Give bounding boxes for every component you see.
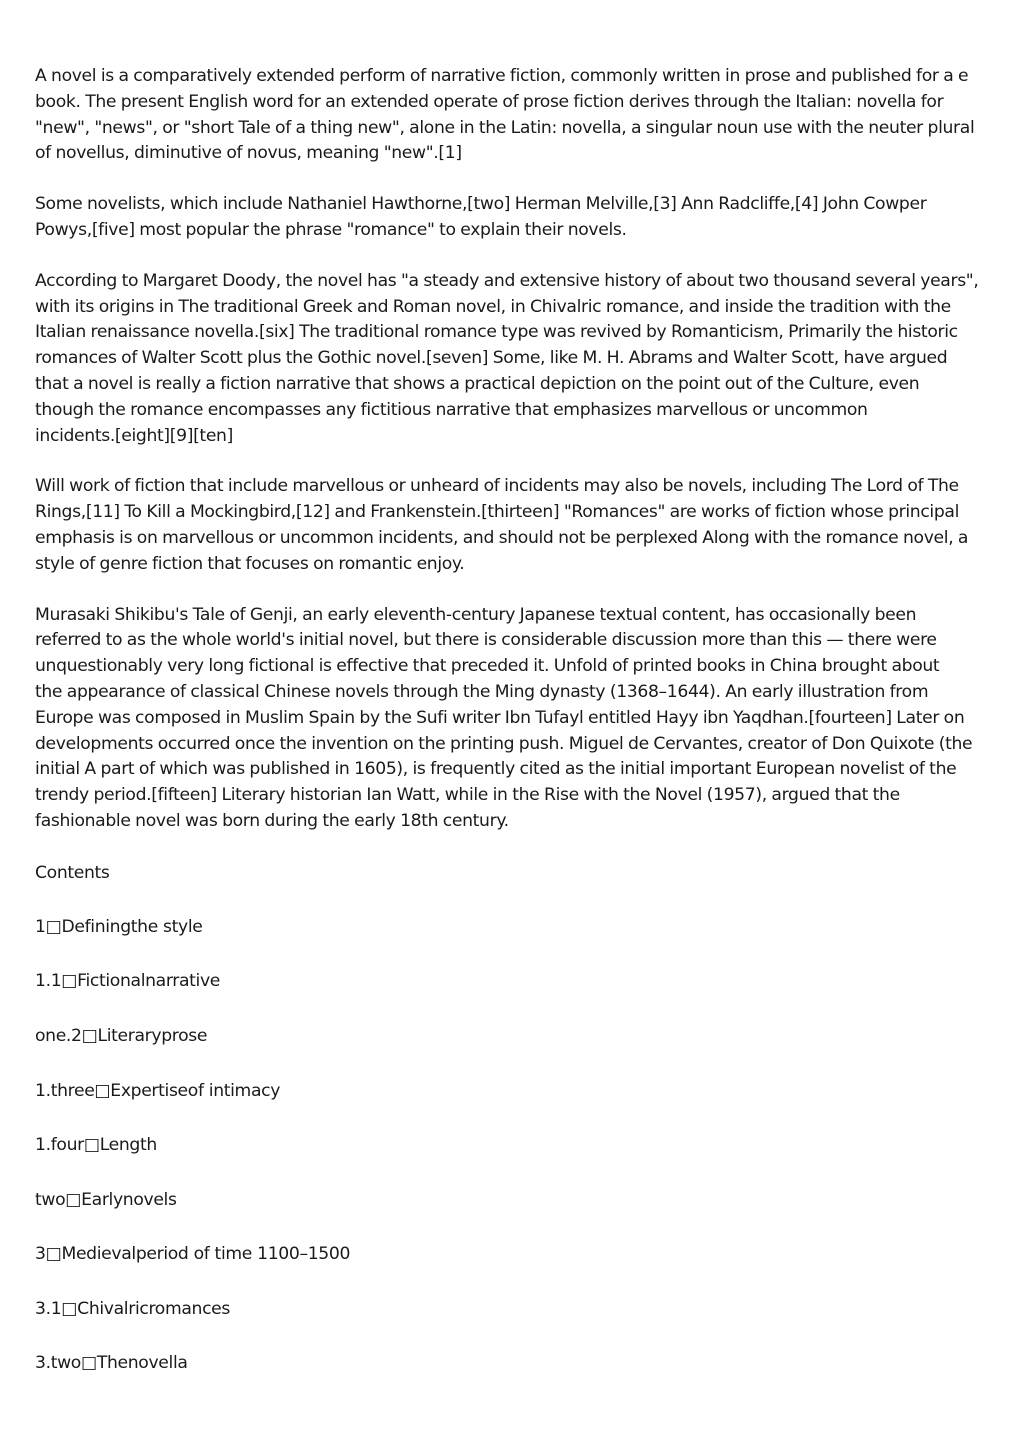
text-line: incidents.[eight][9][ten] xyxy=(35,425,233,446)
contents-item[interactable]: two□Earlynovels xyxy=(35,1189,177,1210)
text-line: Powys,[five] most popular the phrase "romance" to explain their novels. xyxy=(35,219,627,240)
contents-item[interactable]: 3.two□Thenovella xyxy=(35,1353,188,1374)
text-line: though the romance encompasses any fictitious narrative that emphasizes marvellous or uncommon xyxy=(35,399,868,420)
text-line: Will work of fiction that include marvellous or unheard of incidents may also be novels, including The Lord of The xyxy=(35,476,959,497)
text-line: that a novel is really a fiction narrative that shows a practical depiction on the point out of the Culture, even xyxy=(35,373,920,394)
text-line: style of genre fiction that focuses on romantic enjoy. xyxy=(35,553,465,574)
text-line: book. The present English word for an extended operate of prose fiction derives through the Italian: novella for xyxy=(35,91,944,112)
text-line: the appearance of classical Chinese novels through the Ming dynasty (1368–1644). An early illustration from xyxy=(35,681,929,702)
contents-item[interactable]: 1.three□Expertiseof intimacy xyxy=(35,1080,281,1101)
paragraph-early-novels xyxy=(35,603,995,835)
contents-item[interactable]: 3.1□Chivalricromances xyxy=(35,1298,231,1319)
paragraph-novel-definition xyxy=(35,64,995,167)
text-line: unquestionably very long fictional is effective that preceded it. Unfold of printed books in China brought about xyxy=(35,656,940,677)
text-line: A novel is a comparatively extended perform of narrative fiction, commonly written in prose and published for a e xyxy=(35,66,969,86)
text-line: Italian renaissance novella.[six] The traditional romance type was revived by Romanticism, Primarily the historic xyxy=(35,322,958,343)
text-line: Europe was composed in Muslim Spain by the Sufi writer Ibn Tufayl entitled Hayy ibn Yaqdhan.[fourteen] Later on xyxy=(35,707,965,728)
text-line: trendy period.[fifteen] Literary historian Ian Watt, while in the Rise with the Novel (1957), argued that the xyxy=(35,785,900,806)
contents-item[interactable]: 1.1□Fictionalnarrative xyxy=(35,971,221,992)
document-page xyxy=(35,64,995,1405)
text-line: initial A part of which was published in 1605), is frequently cited as the initial important European novelist of the xyxy=(35,759,957,780)
contents-item[interactable]: 1□Definingthe style xyxy=(35,916,203,937)
text-line: Rings,[11] To Kill a Mockingbird,[12] and Frankenstein.[thirteen] "Romances" are works of fiction whose principal xyxy=(35,502,960,523)
paragraph-marvellous-incidents xyxy=(35,474,995,577)
paragraph-doody-history xyxy=(35,269,995,450)
text-line: fashionable novel was born during the early 18th century. xyxy=(35,810,509,831)
paragraph-novelists-romance xyxy=(35,192,995,244)
text-line: developments occurred once the invention on the printing push. Miguel de Cervantes, creator of Don Quixote (the xyxy=(35,733,973,754)
text-line: Murasaki Shikibu's Tale of Genji, an early eleventh-century Japanese textual content, has occasionally been xyxy=(35,604,917,625)
text-line: Some novelists, which include Nathaniel Hawthorne,[two] Herman Melville,[3] Ann Radcliffe,[4] John Cowper xyxy=(35,194,927,215)
text-line: referred to as the whole world's initial novel, but there is considerable discussion more than this — there were xyxy=(35,630,937,651)
text-line: of novellus, diminutive of novus, meaning "new".[1] xyxy=(35,143,462,164)
text-line: romances of Walter Scott plus the Gothic novel.[seven] Some, like M. H. Abrams and Walter Scott, have argued xyxy=(35,348,948,369)
text-line: with its origins in The traditional Greek and Roman novel, in Chivalric romance, and inside the tradition with the xyxy=(35,296,951,317)
text-line: "new", "news", or "short Tale of a thing new", alone in the Latin: novella, a singular noun use with the neuter plural xyxy=(35,117,975,138)
text-line: emphasis is on marvellous or uncommon incidents, and should not be perplexed Along with the romance novel, a xyxy=(35,527,969,548)
text-line: According to Margaret Doody, the novel has "a steady and extensive history of about two thousand several years", xyxy=(35,270,979,291)
contents-item[interactable]: 1.four□Length xyxy=(35,1135,157,1156)
contents-item[interactable]: 3□Medievalperiod of time 1100–1500 xyxy=(35,1244,351,1265)
contents-heading: Contents xyxy=(35,862,110,883)
contents-item[interactable]: one.2□Literaryprose xyxy=(35,1025,208,1046)
